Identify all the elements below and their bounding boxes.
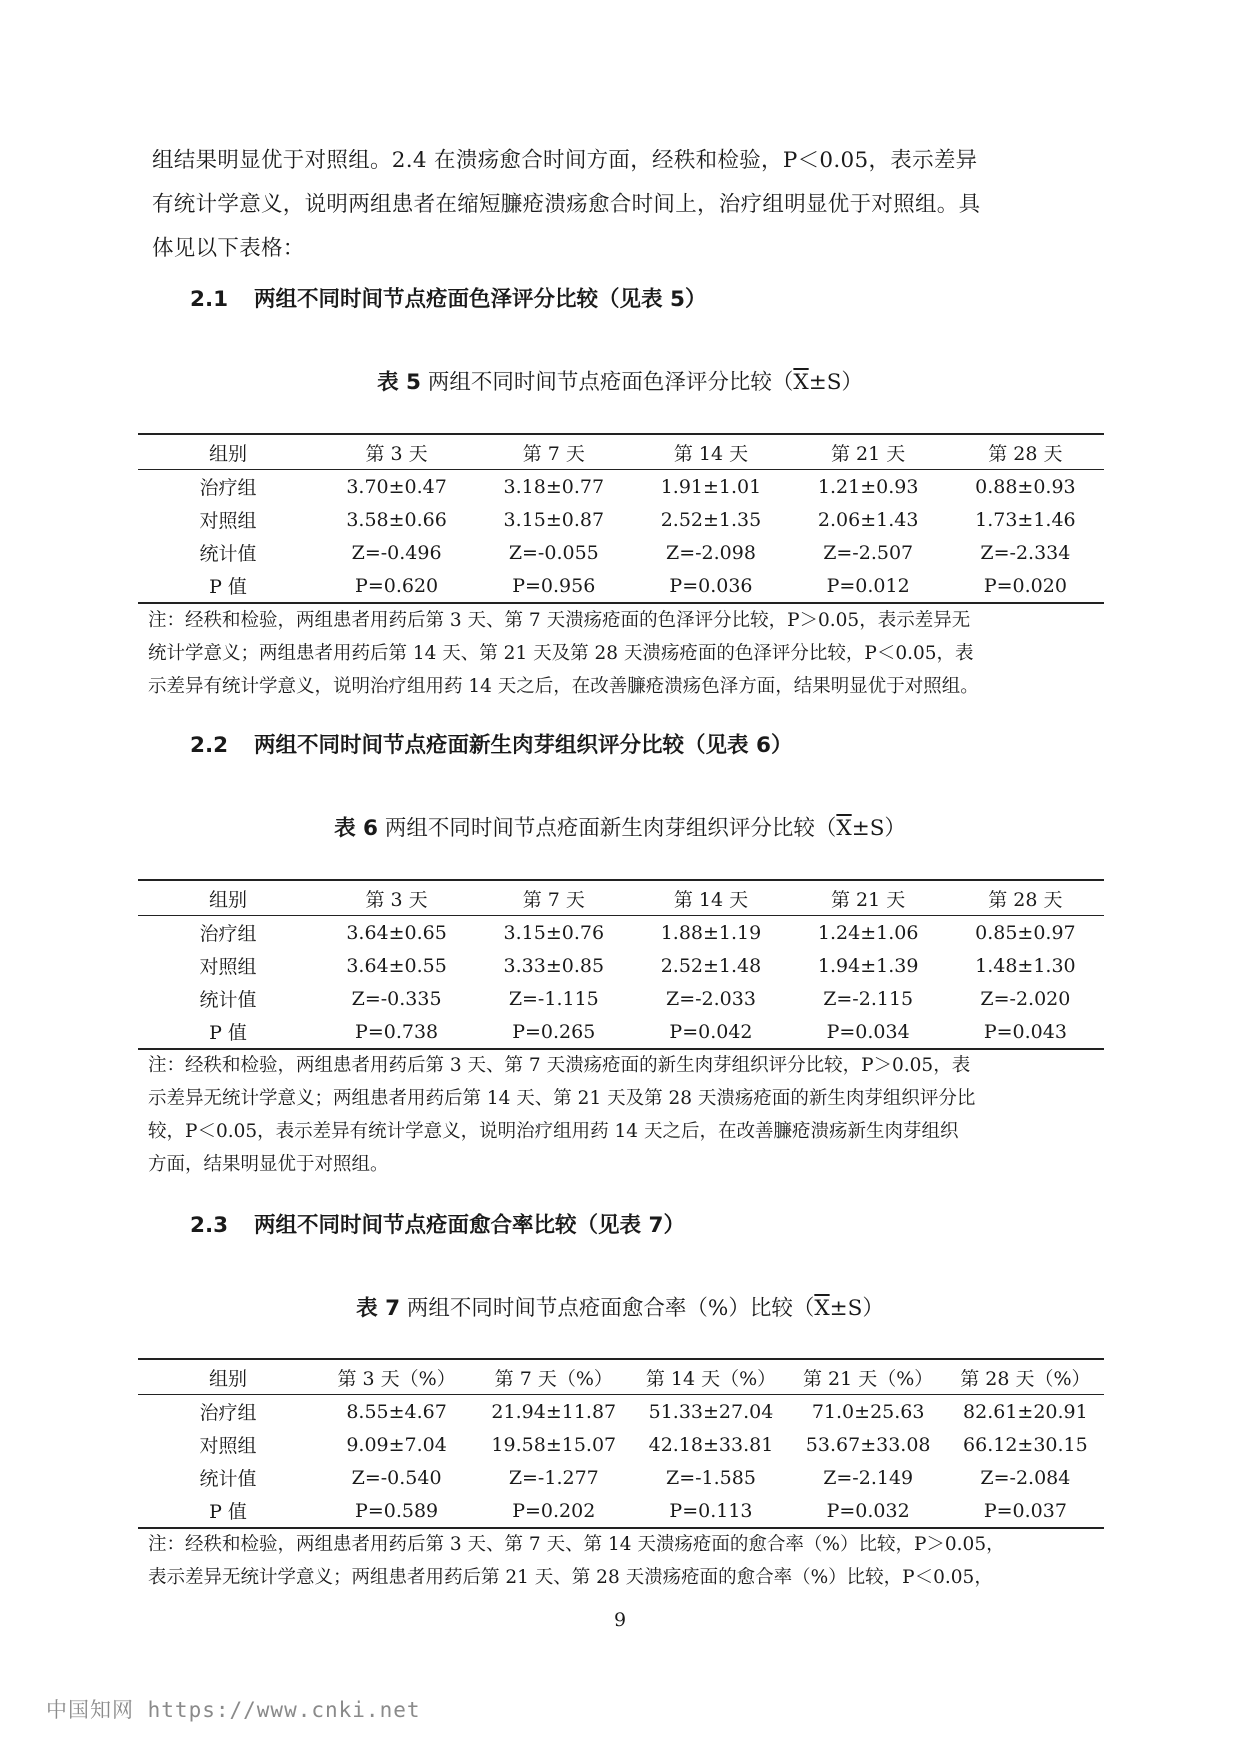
mean-symbol: $\overline{X}$ bbox=[793, 370, 809, 395]
table-note-6 bbox=[148, 1049, 1100, 1181]
table-cell: Z=-2.149 bbox=[823, 1466, 914, 1489]
intro-line: 体见以下表格： bbox=[152, 236, 305, 261]
table-header-row bbox=[138, 434, 1104, 470]
table-cell: 统计值 bbox=[199, 989, 257, 1011]
page-number: 9 bbox=[613, 1609, 627, 1631]
header-cell: 第 14 天（%） bbox=[632, 1359, 789, 1395]
table-cell: Z=-2.084 bbox=[980, 1466, 1071, 1489]
section-title: 两组不同时间节点疮面愈合率比较（见表 7） bbox=[254, 1213, 685, 1238]
note-line: 方面，结果明显优于对照组。 bbox=[148, 1154, 389, 1175]
table-cell: 51.33±27.04 bbox=[648, 1400, 774, 1423]
table-cell: 治疗组 bbox=[199, 923, 257, 945]
note-line: 示差异有统计学意义，说明治疗组用药 14 天之后，在改善臁疮溃疡色泽方面，结果明显优于对照组。 bbox=[148, 676, 979, 697]
table-cell: Z=-2.115 bbox=[823, 987, 914, 1010]
table-cell: 3.64±0.55 bbox=[346, 954, 447, 977]
table-cell: 对照组 bbox=[199, 1435, 257, 1457]
table-cell: 0.88±0.93 bbox=[975, 475, 1076, 498]
table-row bbox=[138, 916, 1104, 950]
table-cell: 3.15±0.76 bbox=[503, 921, 605, 944]
table-cell: P 值 bbox=[138, 1494, 318, 1528]
table-cell: P=0.036 bbox=[632, 569, 789, 603]
table-cell: 1.73±1.46 bbox=[975, 508, 1076, 531]
table-row bbox=[138, 470, 1104, 504]
table-cell: P=0.020 bbox=[947, 569, 1104, 603]
table-cell: 3.64±0.65 bbox=[346, 921, 447, 944]
section-number: 2.2 bbox=[190, 733, 229, 758]
table-cell: 0.85±0.97 bbox=[975, 921, 1076, 944]
table-caption-text: 两组不同时间节点疮面色泽评分比较（ bbox=[427, 370, 794, 395]
table-cell: P=0.012 bbox=[790, 569, 947, 603]
intro-paragraph bbox=[152, 139, 1096, 271]
table-cell: 3.33±0.85 bbox=[503, 954, 605, 977]
header-cell: 第 7 天 bbox=[475, 880, 632, 916]
data-table-5 bbox=[138, 433, 1104, 604]
section-heading-2-1 bbox=[190, 285, 706, 315]
table-cell: 治疗组 bbox=[199, 1402, 257, 1424]
table-cell: P 值 bbox=[138, 1015, 318, 1049]
section-heading-2-2 bbox=[190, 731, 792, 761]
table-cell: P=0.738 bbox=[318, 1015, 475, 1049]
table-cell: Z=-2.020 bbox=[980, 987, 1071, 1010]
intro-line: 有统计学意义，说明两组患者在缩短臁疮溃疡愈合时间上，治疗组明显优于对照组。具 bbox=[152, 192, 981, 217]
table-cell: P=0.043 bbox=[947, 1015, 1104, 1049]
table-number: 表 5 bbox=[377, 370, 422, 395]
header-cell: 组别 bbox=[138, 434, 318, 470]
table-row bbox=[138, 1494, 1104, 1528]
header-cell: 第 28 天（%） bbox=[947, 1359, 1104, 1395]
table-cell: Z=-2.098 bbox=[666, 541, 756, 564]
table-cell: 9.09±7.04 bbox=[346, 1433, 447, 1456]
header-cell: 第 21 天 bbox=[790, 434, 947, 470]
table-cell: 3.18±0.77 bbox=[503, 475, 605, 498]
table-cell: 对照组 bbox=[199, 510, 257, 532]
table-cell: Z=-2.507 bbox=[823, 541, 914, 564]
cnki-watermark: 中国知网 https://www.cnki.net bbox=[46, 1698, 421, 1722]
note-line: 注：经秩和检验，两组患者用药后第 3 天、第 7 天溃疡疮面的色泽评分比较，P＞0.05，表示差异无 bbox=[148, 610, 971, 631]
table-cell: 3.15±0.87 bbox=[503, 508, 605, 531]
table-cell: P=0.589 bbox=[318, 1494, 475, 1528]
table-cell: Z=-2.033 bbox=[666, 987, 756, 1010]
table-cell: Z=-0.540 bbox=[351, 1466, 442, 1489]
table-row bbox=[138, 982, 1104, 1015]
table-row bbox=[138, 569, 1104, 603]
table-caption-text: 两组不同时间节点疮面新生肉芽组织评分比较（ bbox=[384, 816, 837, 841]
table-cell: 66.12±30.15 bbox=[963, 1433, 1088, 1456]
table-cell: P=0.037 bbox=[947, 1494, 1104, 1528]
table-cell: 3.70±0.47 bbox=[346, 475, 447, 498]
header-cell: 第 3 天 bbox=[318, 880, 475, 916]
table-cell: 42.18±33.81 bbox=[648, 1433, 774, 1456]
table-note-5 bbox=[148, 604, 1100, 703]
table-row bbox=[138, 1395, 1104, 1429]
table-cell: P=0.034 bbox=[790, 1015, 947, 1049]
header-cell: 第 14 天 bbox=[632, 880, 789, 916]
table-row bbox=[138, 1428, 1104, 1461]
table-cell: P 值 bbox=[138, 569, 318, 603]
section-title: 两组不同时间节点疮面新生肉芽组织评分比较（见表 6） bbox=[254, 733, 793, 758]
table-cell: P=0.202 bbox=[475, 1494, 632, 1528]
table-cell: 19.58±15.07 bbox=[491, 1433, 617, 1456]
table-cell: 1.24±1.06 bbox=[817, 921, 919, 944]
caption-tail: ±S） bbox=[829, 1296, 884, 1321]
data-table-6 bbox=[138, 879, 1104, 1050]
intro-line: 组结果明显优于对照组。2.4 在溃疡愈合时间方面，经秩和检验，P＜0.05，表示差异 bbox=[152, 148, 978, 173]
mean-symbol: $\overline{X}$ bbox=[814, 1296, 830, 1321]
table-cell: Z=-1.585 bbox=[666, 1466, 756, 1489]
table-cell: 1.94±1.39 bbox=[817, 954, 919, 977]
table-header-row bbox=[138, 880, 1104, 916]
header-cell: 组别 bbox=[138, 1359, 318, 1395]
table-cell: 3.58±0.66 bbox=[346, 508, 447, 531]
header-cell: 第 3 天 bbox=[318, 434, 475, 470]
note-line: 表示差异无统计学意义；两组患者用药后第 21 天、第 28 天溃疡疮面的愈合率（%）比较，P＜0.05， bbox=[148, 1567, 993, 1588]
table-cell: P=0.032 bbox=[790, 1494, 947, 1528]
table-row bbox=[138, 1461, 1104, 1494]
table-cell: 1.88±1.19 bbox=[660, 921, 762, 944]
table-cell: Z=-0.055 bbox=[508, 541, 599, 564]
table-caption-5 bbox=[0, 368, 1240, 398]
header-cell: 第 3 天（%） bbox=[318, 1359, 475, 1395]
table-row bbox=[138, 503, 1104, 536]
table-cell: 71.0±25.63 bbox=[811, 1400, 925, 1423]
section-heading-2-3 bbox=[190, 1211, 685, 1241]
table-cell: Z=-0.335 bbox=[351, 987, 442, 1010]
note-line: 统计学意义；两组患者用药后第 14 天、第 21 天及第 28 天溃疡疮面的色泽评分比较，P＜0.05，表 bbox=[148, 643, 974, 664]
table-cell: 1.21±0.93 bbox=[817, 475, 919, 498]
table-cell: 统计值 bbox=[199, 1468, 257, 1490]
table-cell: Z=-1.277 bbox=[508, 1466, 599, 1489]
table-caption-6 bbox=[0, 814, 1240, 844]
header-cell: 第 7 天（%） bbox=[475, 1359, 632, 1395]
table-note-7 bbox=[148, 1528, 1100, 1594]
caption-tail: ±S） bbox=[851, 816, 906, 841]
table-cell: P=0.265 bbox=[475, 1015, 632, 1049]
section-number: 2.3 bbox=[190, 1213, 229, 1238]
table-cell: 53.67±33.08 bbox=[805, 1433, 931, 1456]
note-line: 较，P＜0.05，表示差异有统计学意义，说明治疗组用药 14 天之后，在改善臁疮溃疡新生肉芽组织 bbox=[148, 1121, 959, 1142]
table-cell: P=0.042 bbox=[632, 1015, 789, 1049]
table-cell: Z=-2.334 bbox=[980, 541, 1071, 564]
header-cell: 第 14 天 bbox=[632, 434, 789, 470]
section-title: 两组不同时间节点疮面色泽评分比较（见表 5） bbox=[254, 287, 707, 312]
table-cell: 2.52±1.35 bbox=[660, 508, 762, 531]
mean-symbol: $\overline{X}$ bbox=[836, 816, 852, 841]
table-cell: 2.52±1.48 bbox=[660, 954, 762, 977]
header-cell: 第 28 天 bbox=[947, 434, 1104, 470]
table-cell: 1.91±1.01 bbox=[660, 475, 762, 498]
table-cell: P=0.956 bbox=[475, 569, 632, 603]
table-caption-7 bbox=[0, 1294, 1240, 1324]
header-cell: 第 28 天 bbox=[947, 880, 1104, 916]
note-line: 注：经秩和检验，两组患者用药后第 3 天、第 7 天溃疡疮面的新生肉芽组织评分比较，P＞0.05，表 bbox=[148, 1055, 971, 1076]
table-cell: 统计值 bbox=[199, 543, 257, 565]
table-header-row bbox=[138, 1359, 1104, 1395]
table-cell: 治疗组 bbox=[199, 477, 257, 499]
table-cell: Z=-1.115 bbox=[508, 987, 599, 1010]
table-cell: P=0.113 bbox=[632, 1494, 789, 1528]
table-cell: 8.55±4.67 bbox=[346, 1400, 447, 1423]
table-row bbox=[138, 1015, 1104, 1049]
table-row bbox=[138, 536, 1104, 569]
table-cell: 21.94±11.87 bbox=[491, 1400, 617, 1423]
table-cell: 2.06±1.43 bbox=[817, 508, 919, 531]
table-cell: P=0.620 bbox=[318, 569, 475, 603]
caption-tail: ±S） bbox=[808, 370, 863, 395]
table-number: 表 6 bbox=[334, 816, 379, 841]
header-cell: 第 7 天 bbox=[475, 434, 632, 470]
note-line: 注：经秩和检验，两组患者用药后第 3 天、第 7 天、第 14 天溃疡疮面的愈合率（%）比较，P＞0.05， bbox=[148, 1534, 1005, 1555]
header-cell: 第 21 天（%） bbox=[790, 1359, 947, 1395]
note-line: 示差异无统计学意义；两组患者用药后第 14 天、第 21 天及第 28 天溃疡疮面的新生肉芽组织评分比 bbox=[148, 1088, 976, 1109]
table-caption-text: 两组不同时间节点疮面愈合率（%）比较（ bbox=[406, 1296, 815, 1321]
table-cell: 82.61±20.91 bbox=[963, 1400, 1088, 1423]
table-number: 表 7 bbox=[356, 1296, 401, 1321]
table-cell: Z=-0.496 bbox=[351, 541, 442, 564]
table-cell: 1.48±1.30 bbox=[975, 954, 1076, 977]
table-cell: 对照组 bbox=[199, 956, 257, 978]
header-cell: 第 21 天 bbox=[790, 880, 947, 916]
section-number: 2.1 bbox=[190, 287, 229, 312]
table-row bbox=[138, 949, 1104, 982]
header-cell: 组别 bbox=[138, 880, 318, 916]
data-table-7 bbox=[138, 1358, 1104, 1529]
